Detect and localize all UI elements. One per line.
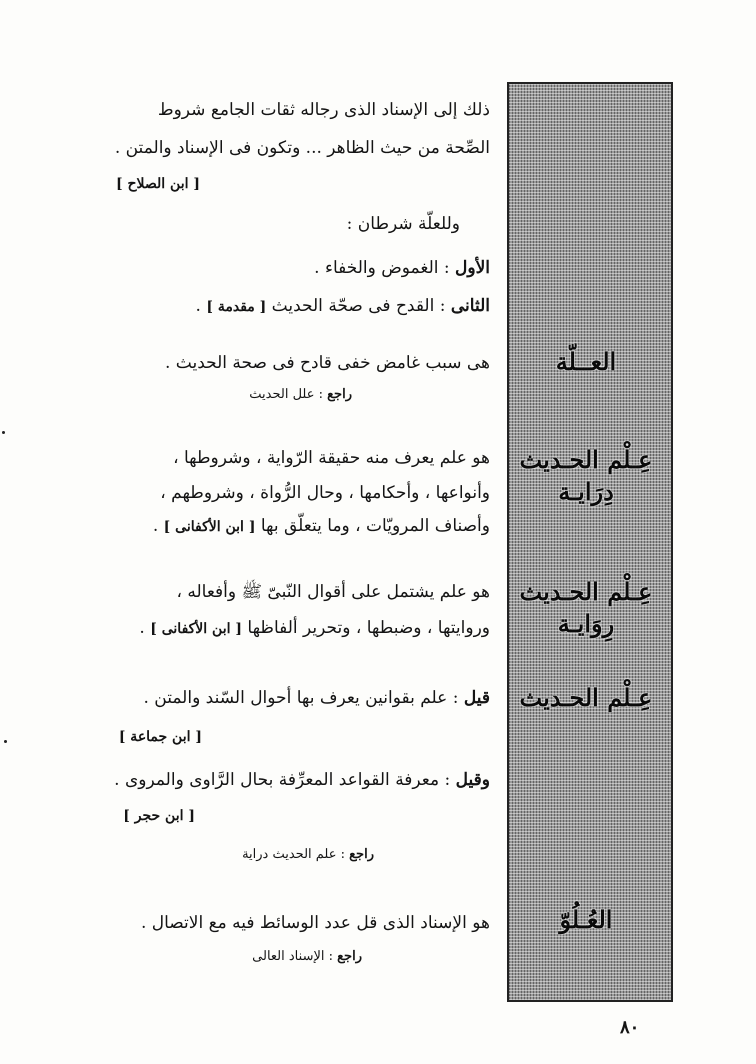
uluw-see-also	[252, 950, 362, 963]
term-uluw: العُـلُوّ	[559, 905, 613, 934]
dirayah-source: [ ابن الأكفانى ]	[163, 519, 256, 535]
illa-see-label: راجع	[327, 387, 352, 402]
illa-first-condition	[314, 260, 490, 277]
illa-see-also	[249, 388, 352, 401]
illa-second-label: الثانى	[450, 296, 490, 316]
illa-second-text: : القدح فى صحّة الحديث	[266, 296, 451, 316]
uluw-see-text: : الإسناد العالى	[252, 949, 338, 964]
ilm-hadith-waqil-text: : معرفة القواعد المعرِّفة بحال الرَّاوى والمروى .	[114, 770, 456, 790]
term-ilm-hadith-riwayah	[511, 576, 661, 641]
riwayah-line-2-text: وروايتها ، وضبطها ، وتحرير ألفاظها	[242, 618, 490, 638]
riwayah-source: [ ابن الأكفانى ]	[150, 621, 242, 637]
ilm-hadith-qil-label: قيل	[463, 688, 490, 708]
dirayah-line-3-text: وأصناف المرويّات ، وما يتعلّق بها	[255, 516, 490, 536]
dirayah-end: .	[152, 516, 164, 536]
ilm-hadith-see-text: : علم الحديث دراية	[242, 847, 350, 862]
ilm-hadith-see-also	[242, 848, 374, 861]
illa-intro: وللعلّة شرطان :	[346, 214, 460, 234]
term-illa: العــلّة	[555, 347, 617, 376]
terms-sidebar	[507, 82, 673, 1002]
dirayah-line-2: وأنواعها ، وأحكامها ، وحال الرُّواة ، وشروطهم ،	[160, 483, 490, 503]
term-dirayah-line2: دِرَايـة	[558, 477, 614, 507]
ilm-hadith-qil	[143, 690, 490, 707]
page-number: ٨٠	[620, 1017, 640, 1038]
ilm-hadith-qil-text: : علم بقوانين يعرف بها أحوال السّند والمتن .	[143, 688, 464, 708]
illa-first-label: الأول	[455, 258, 490, 278]
uluw-definition: هو الإسناد الذى قل عدد الوسائط فيه مع الاتصال .	[140, 913, 490, 933]
scan-speck	[2, 431, 5, 434]
illa-second-condition	[196, 298, 490, 315]
riwayah-end: .	[139, 618, 151, 638]
riwayah-line-1: هو علم يشتمل على أقوال النّبىّ ﷺ وأفعاله ،	[176, 582, 490, 602]
top-line-1: ذلك إلى الإسناد الذى رجاله ثقات الجامع شروط	[157, 100, 490, 120]
ilm-hadith-see-label: راجع	[349, 847, 374, 862]
ilm-hadith-waqil-source: [ ابن حجر ]	[123, 808, 195, 824]
top-line-2: الصِّحة من حيث الظاهر ... وتكون فى الإسناد والمتن .	[114, 138, 490, 158]
illa-definition: هى سبب غامض خفى قادح فى صحة الحديث .	[164, 353, 490, 373]
illa-first-text: : الغموض والخفاء .	[314, 258, 456, 278]
term-ilm-hadith: عِـلْم الحـديث	[519, 683, 653, 712]
dirayah-line-3	[153, 518, 490, 535]
illa-second-end: .	[195, 296, 207, 316]
term-ilm-hadith-dirayah	[511, 444, 661, 509]
term-dirayah-line1: عِـلْم الحـديث	[519, 445, 653, 474]
top-source: [ ابن الصلاح ]	[116, 176, 200, 192]
term-riwayah-line2: رِوَايـة	[557, 609, 615, 639]
riwayah-line-2	[139, 620, 490, 637]
term-riwayah-line1: عِـلْم الحـديث	[519, 577, 653, 606]
ilm-hadith-qil-source: [ ابن جماعة ]	[118, 729, 202, 745]
illa-see-text: : علل الحديث	[249, 387, 328, 402]
ilm-hadith-waqil	[114, 772, 490, 789]
illa-second-source: [ مقدمة ]	[206, 299, 267, 315]
ilm-hadith-waqil-label: وقيل	[455, 770, 490, 790]
scan-speck	[4, 740, 7, 743]
dirayah-line-1: هو علم يعرف منه حقيقة الرّواية ، وشروطها ،	[173, 448, 490, 468]
uluw-see-label: راجع	[337, 949, 362, 964]
